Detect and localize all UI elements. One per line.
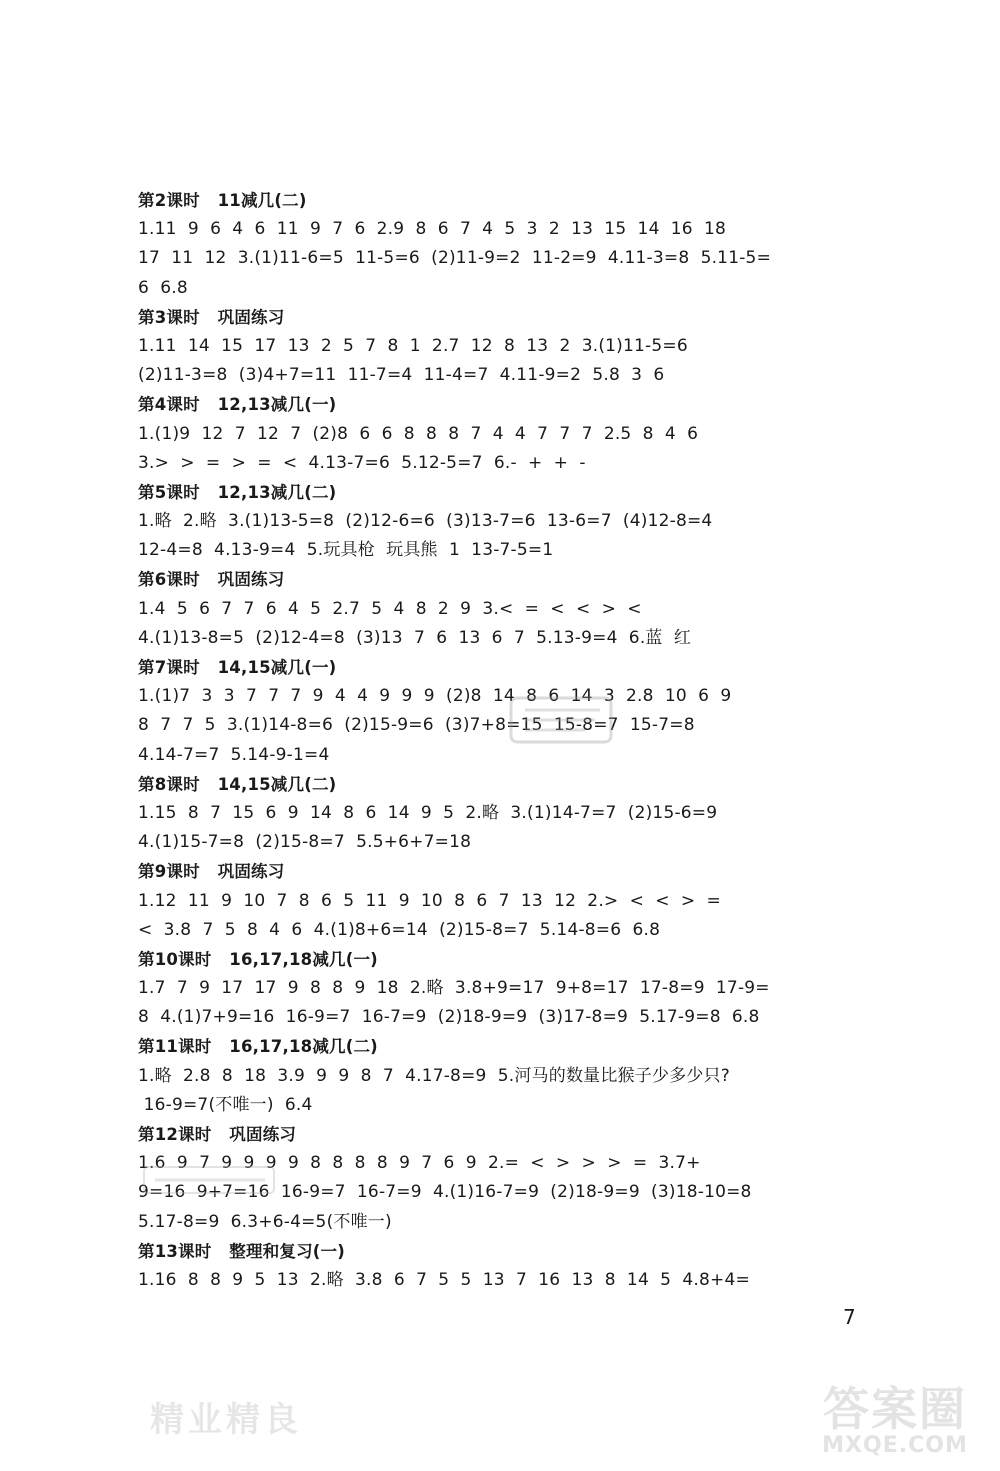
line: 1.11 14 15 17 13 2 5 7 8 1 2.7 12 8 13 2 3.(1)11-5=6	[138, 335, 688, 356]
line: (2)11-3=8 (3)4+7=11 11-7=4 11-4=7 4.11-9=2 5.8 3 6	[138, 365, 665, 386]
line: 1.4 5 6 7 7 6 4 5 2.7 5 4 8 2 9 3.< = < < > <	[138, 598, 642, 619]
page-number: 7	[843, 1305, 856, 1329]
line: 6 6.8	[138, 277, 188, 298]
line: 3.> > = > = < 4.13-7=6 5.12-5=7 6.- + + -	[138, 452, 586, 473]
line: 1.6 9 7 9 9 9 9 8 8 8 8 9 7 6 9 2.= < > > > = 3.7+	[138, 1153, 701, 1174]
line: 第3课时 巩固练习	[138, 307, 285, 327]
line: 第10课时 16,17,18减几(一)	[138, 949, 378, 969]
line: 第2课时 11减几(二)	[138, 191, 307, 210]
line: 9=16 9+7=16 16-9=7 16-7=9 4.(1)16-7=9 (2)18-9=9 (3)18-10=8	[138, 1182, 752, 1203]
line: 第11课时 16,17,18减几(二)	[138, 1037, 378, 1057]
stamp-mark-icon	[505, 690, 625, 750]
watermark-left: 精业精良	[150, 1400, 302, 1440]
line: 8 4.(1)7+9=16 16-9=7 16-7=9 (2)18-9=9 (3)17-8=9 5.17-9=8 6.8	[138, 1007, 760, 1028]
line: 1.11 9 6 4 6 11 9 7 6 2.9 8 6 7 4 5 3 2 13 15 14 16 18	[138, 219, 727, 240]
line: 第7课时 14,15减几(一)	[138, 658, 337, 677]
line: 第4课时 12,13减几(一)	[138, 395, 337, 415]
line: 4.14-7=7 5.14-9-1=4	[138, 744, 330, 765]
line: 1.16 8 8 9 5 13 2.略 3.8 6 7 5 5 13 7 16 13 8 14 5 4.8+4=	[138, 1269, 750, 1290]
line: 1.(1)9 12 7 12 7 (2)8 6 6 8 8 8 7 4 4 7 7 7 2.5 8 4 6	[138, 423, 699, 444]
watermark-logo	[800, 1382, 990, 1459]
line: 第12课时 巩固练习	[138, 1125, 297, 1144]
line: 第5课时 12,13减几(二)	[138, 482, 337, 502]
stamp-mark-icon	[140, 1163, 280, 1197]
line: 5.17-8=9 6.3+6-4=5(不唯一)	[138, 1211, 392, 1232]
line: < 3.8 7 5 8 4 6 4.(1)8+6=14 (2)15-8=7 5.14-8=6 6.8	[138, 919, 661, 940]
line: 16-9=7(不唯一) 6.4	[138, 1094, 313, 1115]
line: 第9课时 巩固练习	[138, 862, 285, 882]
line: 1.15 8 7 15 6 9 14 8 6 14 9 5 2.略 3.(1)14-7=7 (2)15-6=9	[138, 802, 718, 823]
line: 8 7 7 5 3.(1)14-8=6 (2)15-9=6 (3)7+8=15 15-8=7 15-7=8	[138, 715, 695, 736]
watermark-logo-main: 答案圈	[823, 1382, 967, 1436]
line: 1.12 11 9 10 7 8 6 5 11 9 10 8 6 7 13 12 2.> < < > =	[138, 890, 721, 911]
line: 1.略 2.8 8 18 3.9 9 9 8 7 4.17-8=9 5.河马的数量比猴子少多少只?	[138, 1065, 730, 1086]
line: 12-4=8 4.13-9=4 5.玩具枪 玩具熊 1 13-7-5=1	[138, 540, 554, 561]
line: 4.(1)15-7=8 (2)15-8=7 5.5+6+7=18	[138, 832, 472, 853]
line: 第6课时 巩固练习	[138, 570, 285, 590]
line: 4.(1)13-8=5 (2)12-4=8 (3)13 7 6 13 6 7 5.13-9=4 6.蓝 红	[138, 627, 692, 648]
line: 1.略 2.略 3.(1)13-5=8 (2)12-6=6 (3)13-7=6 13-6=7 (4)12-8=4	[138, 511, 713, 532]
line: 第8课时 14,15减几(二)	[138, 774, 337, 794]
line: 1.7 7 9 17 17 9 8 8 9 18 2.略 3.8+9=17 9+8=17 17-8=9 17-9=	[138, 978, 770, 999]
line: 1.(1)7 3 3 7 7 7 9 4 4 9 9 9 (2)8 14 8 6 14 3 2.8 10 6 9	[138, 686, 732, 707]
line: 17 11 12 3.(1)11-6=5 11-5=6 (2)11-9=2 11-2=9 4.11-3=8 5.11-5=	[138, 248, 772, 269]
watermark-logo-url: MXQE.COM	[822, 1433, 968, 1458]
line: 第13课时 整理和复习(一)	[138, 1241, 345, 1261]
